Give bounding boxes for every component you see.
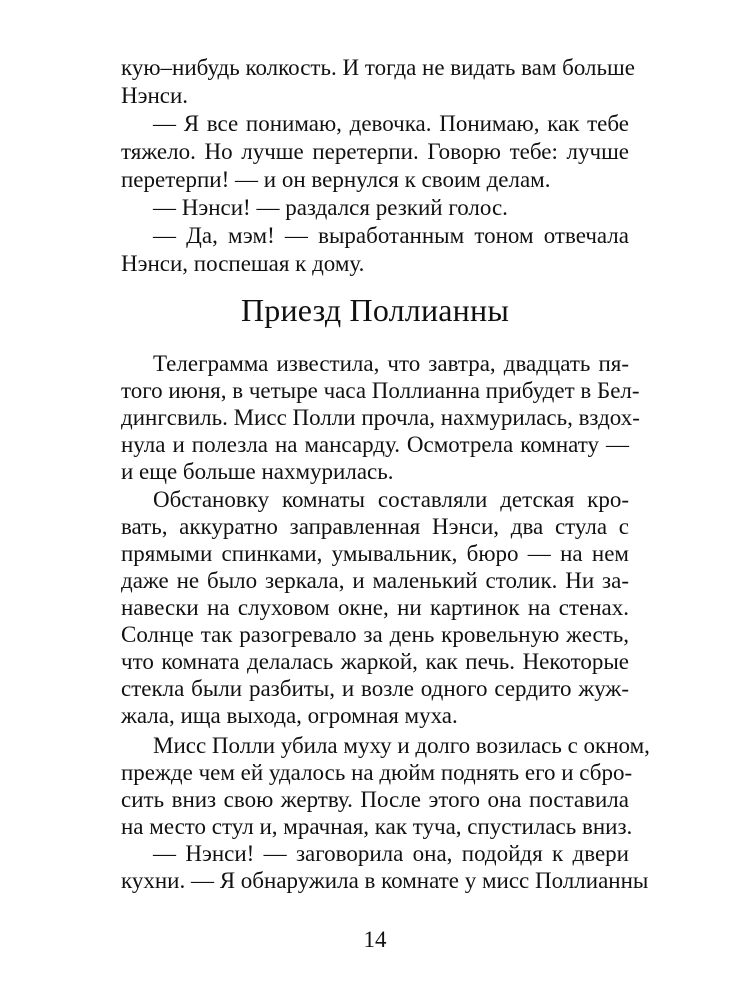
text-line: Телеграмма известила, что завтра, двадцать пя- (153, 351, 629, 376)
text-line: Мисс Полли убила муху и долго возилась с окном, (153, 733, 650, 758)
text-line: даже не было зеркала, и маленький столик. Ни за- (121, 568, 629, 593)
text-line: Нэнси, поспешая к дому. (121, 251, 365, 276)
page-number: 14 (363, 927, 387, 952)
text-line: тяжело. Но лучше перетерпи. Говорю тебе: лучше (121, 139, 629, 164)
text-line: Нэнси. (121, 83, 189, 108)
text-line: и еще больше нахмурилась. (121, 459, 394, 484)
text-line: жала, ища выхода, огромная муха. (121, 703, 458, 728)
text-line: дингсвиль. Мисс Полли прочла, нахмурилась, вздох- (121, 405, 640, 430)
chapter-title: Приезд Поллианны (240, 292, 510, 328)
text-line: — Я все понимаю, девочка. Понимаю, как тебе (153, 111, 629, 136)
text-line: кую–нибудь колкость. И тогда не видать вам больше (121, 55, 635, 80)
text-line: Обстановку комнаты составляли детская кро- (153, 487, 629, 512)
text-line: что комната делалась жаркой, как печь. Некоторые (121, 649, 629, 674)
text-line: того июня, в четыре часа Поллианна прибудет в Бел- (121, 378, 640, 403)
text-line: сить вниз свою жертву. После этого она поставила (121, 787, 629, 812)
text-line: на место стул и, мрачная, как туча, спустилась вниз. (121, 814, 633, 839)
text-line: кухни. — Я обнаружила в комнате у мисс Поллианны (121, 868, 649, 893)
text-line: стекла были разбиты, и возле одного сердито жуж- (121, 676, 629, 701)
text-line: — Нэнси! — заговорила она, подойдя к двери (153, 841, 629, 866)
text-line: вать, аккуратно заправленная Нэнси, два стула с (121, 514, 629, 539)
text-line: Солнце так разогревало за день кровельную жесть, (121, 622, 629, 647)
text-line: навески на слуховом окне, ни картинок на стенах. (121, 595, 629, 620)
text-line: нула и полезла на мансарду. Осмотрела комнату — (121, 432, 629, 457)
text-line: прямыми спинками, умывальник, бюро — на нем (121, 541, 629, 566)
text-line: — Нэнси! — раздался резкий голос. (153, 195, 508, 220)
text-line: перетерпи! — и он вернулся к своим делам. (121, 167, 551, 192)
text-line: прежде чем ей удалось на дюйм поднять его и сбро- (121, 760, 633, 785)
text-line: — Да, мэм! — выработанным тоном отвечала (153, 223, 629, 248)
